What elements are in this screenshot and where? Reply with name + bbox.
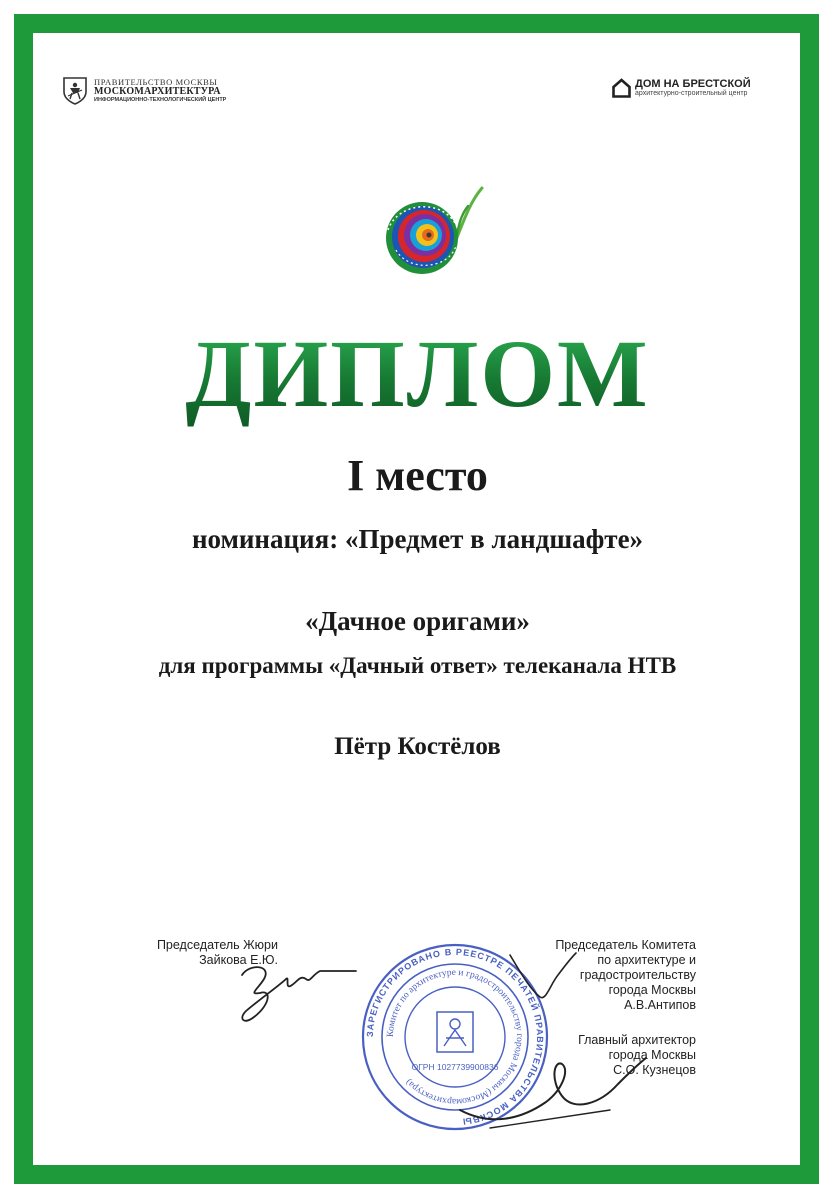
stamp-outer-text: ЗАРЕГИСТРИРОВАНО В РЕЕСТРЕ ПЕЧАТЕЙ ПРАВИТЕЛЬСТВА МОСКВЫ bbox=[364, 946, 546, 1127]
signature-right-title1: Председатель Комитета bbox=[555, 938, 696, 952]
signature-left-name: Зайкова Е.Ю. bbox=[199, 953, 278, 967]
moskomarkhitektura-logo bbox=[62, 76, 226, 106]
stamp-ogrn: ОГРН 1027739900836 bbox=[411, 1062, 499, 1072]
signature-right-name: А.В.Антипов bbox=[624, 998, 696, 1012]
diploma-title: ДИПЛОМ bbox=[0, 318, 835, 429]
signature-right2-title2: города Москвы bbox=[608, 1048, 696, 1062]
signature-right-title2: по архитектуре и градостроительству bbox=[579, 953, 696, 982]
logo-right-line2: архитектурно-строительный центр bbox=[635, 90, 748, 98]
moscow-crest-icon bbox=[62, 76, 88, 106]
program-line: для программы «Дачный ответ» телеканала НТВ bbox=[158, 653, 677, 678]
work-title: «Дачное оригами» bbox=[305, 606, 530, 636]
logo-left-line2: МОСКОМАРХИТЕКТУРА bbox=[94, 86, 221, 98]
signature-right2-title1: Главный архитектор bbox=[578, 1033, 696, 1047]
snail-swirl-emblem-icon bbox=[378, 180, 488, 280]
author-name: Пётр Костёлов bbox=[334, 733, 501, 760]
signature-left-title: Председатель Жюри bbox=[156, 938, 278, 952]
logo-left-line1: ПРАВИТЕЛЬСТВО МОСКВЫ bbox=[94, 77, 218, 88]
signature-block-right bbox=[490, 938, 696, 1013]
dom-na-brestskoy-logo bbox=[612, 78, 751, 98]
signature-block-right2 bbox=[520, 1033, 696, 1078]
signature-block-left bbox=[118, 938, 278, 968]
house-icon bbox=[612, 78, 631, 98]
logo-left-line3: ИНФОРМАЦИОННО-ТЕХНОЛОГИЧЕСКИЙ ЦЕНТР bbox=[94, 96, 227, 103]
logo-right-line1: ДОМ НА БРЕСТСКОЙ bbox=[635, 77, 751, 90]
signature-right2-name: С.О. Кузнецов bbox=[613, 1063, 696, 1077]
place-label: I место bbox=[347, 451, 488, 500]
nomination-label: номинация: «Предмет в ландшафте» bbox=[191, 524, 644, 554]
stamp-inner-text: Комитет по архитектуре и градостроительству города Москвы (Москомархитектура) bbox=[385, 967, 525, 1107]
signature-right-title3: города Москвы bbox=[608, 983, 696, 997]
